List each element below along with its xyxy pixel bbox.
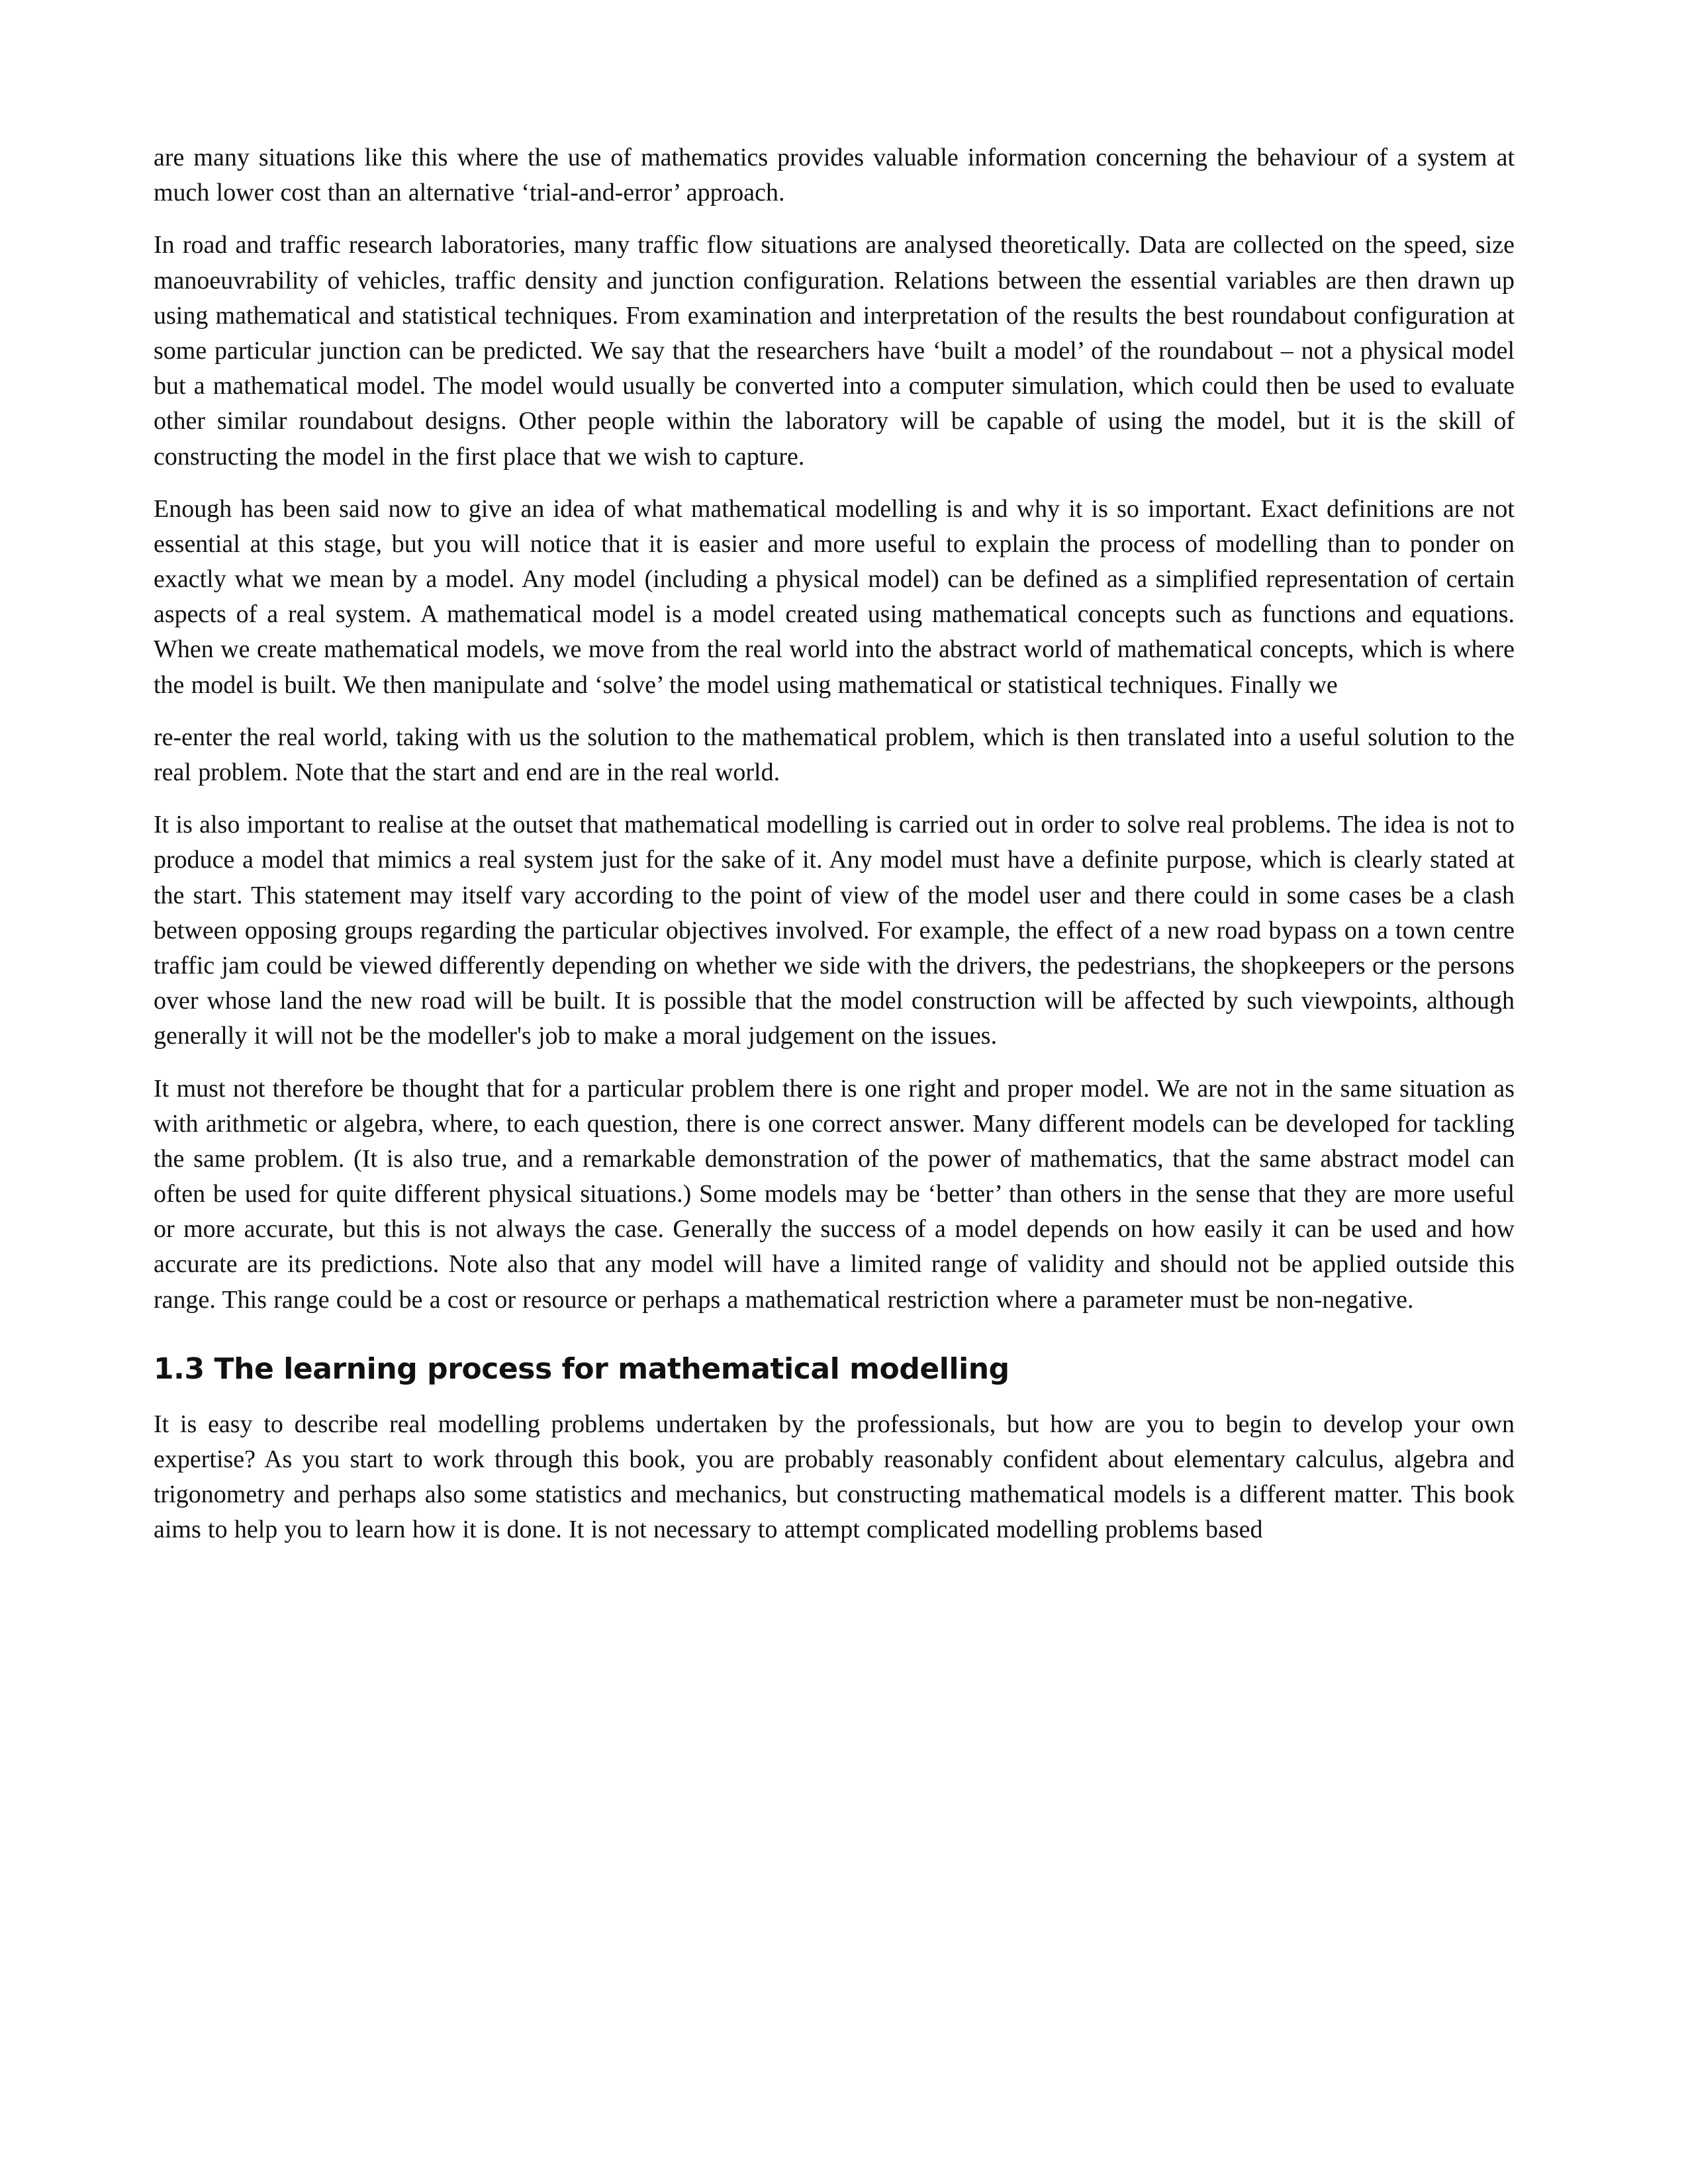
paragraph: In road and traffic research laboratories, many traffic flow situations are analysed theoretically. Data are collected on the speed, size manoeuvrability of vehicles, traffic density and junction configuration. Relations between the essential variables are then drawn up using mathematical and statistical techniques. From examination and interpretation of the results the best roundabout configuration at some particular junction can be predicted. We say that the researchers have ‘built a model’ of the roundabout – not a physical model but a mathematical model. The model would usually be converted into a computer simulation, which could then be used to evaluate other similar roundabout designs. Other people within the laboratory will be capable of using the model, but it is the skill of constructing the model in the first place that we wish to capture. bbox=[154, 231, 1515, 471]
paragraph: re-enter the real world, taking with us the solution to the mathematical problem, which is then translated into a useful solution to the real problem. Note that the start and end are in the real world. bbox=[154, 723, 1515, 786]
page-body bbox=[154, 140, 1515, 1547]
paragraph: It is also important to realise at the outset that mathematical modelling is carried out in order to solve real problems. The idea is not to produce a model that mimics a real system just for the sake of it. Any model must have a definite purpose, which is clearly stated at the start. This statement may itself vary according to the point of view of the model user and there could in some cases be a clash between opposing groups regarding the particular objectives involved. For example, the effect of a new road bypass on a town centre traffic jam could be viewed differently depending on whether we side with the drivers, the pedestrians, the shopkeepers or the persons over whose land the new road will be built. It is possible that the model construction will be affected by such viewpoints, although generally it will not be the modeller's job to make a moral judgement on the issues. bbox=[154, 811, 1515, 1050]
paragraph: It is easy to describe real modelling problems undertaken by the professionals, but how are you to begin to develop your own expertise? As you start to work through this book, you are probably reasonably confident about elementary calculus, algebra and trigonometry and perhaps also some statistics and mechanics, but constructing mathematical models is a different matter. This book aims to help you to learn how it is done. It is not necessary to attempt complicated modelling problems based bbox=[154, 1410, 1515, 1544]
paragraph: Enough has been said now to give an idea of what mathematical modelling is and why it is so important. Exact definitions are not essential at this stage, but you will notice that it is easier and more useful to explain the process of modelling than to ponder on exactly what we mean by a model. Any model (including a physical model) can be defined as a simplified representation of certain aspects of a real system. A mathematical model is a model created using mathematical concepts such as functions and equations. When we create mathematical models, we move from the real world into the abstract world of mathematical concepts, which is where the model is built. We then manipulate and ‘solve’ the model using mathematical or statistical techniques. Finally we bbox=[154, 494, 1515, 699]
section-heading: 1.3 The learning process for mathematical modelling bbox=[154, 1351, 1009, 1386]
paragraph-continuation: are many situations like this where the use of mathematics provides valuable information concerning the behaviour of a system at much lower cost than an alternative ‘trial-and-error’ approach. bbox=[154, 144, 1515, 207]
paragraph: It must not therefore be thought that for a particular problem there is one right and proper model. We are not in the same situation as with arithmetic or algebra, where, to each question, there is one correct answer. Many different models can be developed for tackling the same problem. (It is also true, and a remarkable demonstration of the power of mathematics, that the same abstract model can often be used for quite different physical situations.) Some models may be ‘better’ than others in the sense that they are more useful or more accurate, but this is not always the case. Generally the success of a model depends on how easily it can be used and how accurate are its predictions. Note also that any model will have a limited range of validity and should not be applied outside this range. This range could be a cost or resource or perhaps a mathematical restriction where a parameter must be non-negative. bbox=[154, 1074, 1515, 1314]
